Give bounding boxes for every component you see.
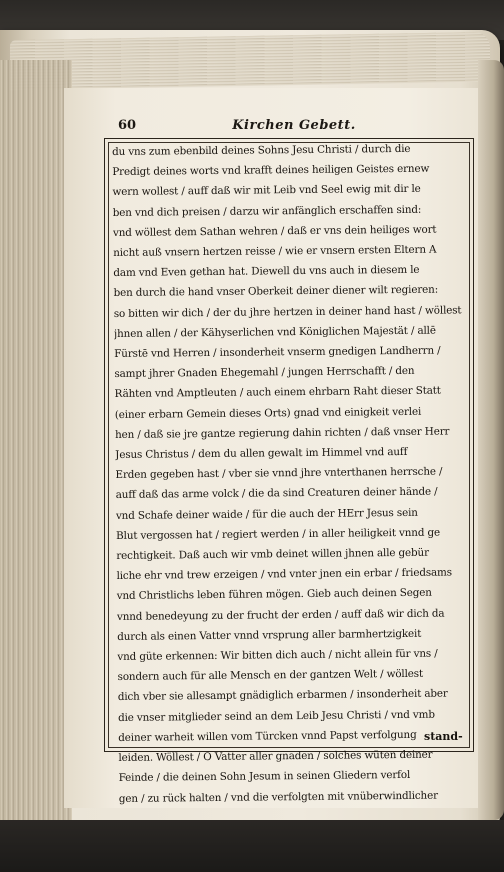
page-header bbox=[118, 118, 470, 138]
text-line: du vns zum ebenbild deines Sohns Jesu Christi / durch die bbox=[112, 142, 411, 158]
body-text bbox=[112, 138, 481, 808]
text-line: vnnd benedeyung zu der frucht der erden / auff daß wir dich da bbox=[116, 607, 445, 623]
book-page-edges bbox=[0, 60, 72, 820]
text-line: dich vber sie allesampt gnädiglich erbarmen / insonderheit aber bbox=[117, 687, 448, 704]
text-line: Erden gegeben hast / vber sie vnnd jhre vnterthanen herrsche / bbox=[115, 465, 443, 482]
background-bottom bbox=[0, 820, 504, 872]
text-line: sondern auch für alle Mensch en der gantzen Welt / wöllest bbox=[117, 668, 424, 684]
text-line: wern wollest / auff daß wir mit Leib vnd Seel ewig mit dir le bbox=[112, 183, 421, 199]
text-line: hen / daß sie jre gantze regierung dahin richten / daß vnser Herr bbox=[115, 425, 450, 441]
text-line: Blut vergossen hat / regiert werden / in aller heiligkeit vnnd ge bbox=[116, 526, 441, 542]
page-number: 60 bbox=[118, 118, 137, 133]
text-line: gen / zu rück halten / vnd die verfolgten mit vnüberwindlicher bbox=[118, 789, 438, 805]
text-line: deiner warheit willen vom Türcken vnnd Papst verfolgung bbox=[118, 728, 417, 744]
text-line: auff daß das arme volck / die da sind Creaturen deiner hände / bbox=[115, 486, 438, 502]
text-line: vnd güte erkennen: Wir bitten dich auch / nicht allein für vns / bbox=[117, 647, 438, 664]
text-line: ben durch die hand vnser Oberkeit deiner diener wilt regieren: bbox=[113, 284, 439, 300]
text-line: dam vnd Even gethan hat. Diewell du vns auch in diesem le bbox=[113, 264, 420, 280]
text-line: vnd wöllest dem Sathan wehren / daß er vns dein heiliges wort bbox=[112, 223, 437, 239]
text-line: nicht auß vnsern hertzen reisse / wie er vnsern ersten Eltern A bbox=[113, 243, 437, 260]
text-line: Feinde / die deinen Sohn Jesum in seinen Gliedern verfol bbox=[118, 769, 411, 785]
text-line: durch als einen Vatter vnnd vrsprung aller barmhertzigkeit bbox=[117, 627, 422, 643]
text-line: sampt jhrer Gnaden Ehegemahl / jungen Herrschafft / den bbox=[114, 365, 415, 381]
text-line: so bitten wir dich / der du jhre hertzen in deiner hand hast / wöllest bbox=[113, 303, 462, 320]
book-top-edge bbox=[10, 32, 490, 90]
text-line: vnd Christlichs leben führen mögen. Gieb auch deinen Segen bbox=[116, 587, 432, 603]
text-line: Jesus Christus / dem du allen gewalt im Himmel vnd auff bbox=[115, 445, 408, 462]
book-right-edge bbox=[478, 60, 504, 820]
catchword: stand- bbox=[424, 730, 463, 743]
text-line: jhnen allen / der Kähyserlichen vnd Königlichen Majestät / allē bbox=[113, 324, 436, 340]
text-line: rechtigkeit. Daß auch wir vmb deinet willen jhnen alle gebür bbox=[116, 546, 429, 563]
text-line: Rähten vnd Amptleuten / auch einem ehrbarn Raht dieser Statt bbox=[114, 385, 441, 401]
text-line: (einer erbarn Gemein dieses Orts) gnad vnd einigkeit verlei bbox=[114, 405, 422, 421]
text-line: leiden. Wöllest / O Vatter aller gnaden / solches wüten deiner bbox=[118, 748, 433, 765]
text-line: Fürstē vnd Herren / insonderheit vnserm gnedigen Landherrn / bbox=[114, 344, 441, 361]
text-line: die vnser mitglieder seind an dem Leib Jesu Christi / vnd vmb bbox=[117, 708, 435, 724]
running-title: Kirchen Gebett. bbox=[232, 118, 356, 133]
text-line: liche ehr vnd trew erzeigen / vnd vnter jnen ein erbar / friedsams bbox=[116, 566, 452, 583]
text-line: vnd Schafe deiner waide / für die auch der HErr Jesus sein bbox=[115, 506, 418, 522]
text-line: ben vnd dich preisen / darzu wir anfänglich erschaffen sind: bbox=[112, 203, 422, 219]
text-line: Predigt deines worts vnd krafft deines heiligen Geistes ernew bbox=[112, 162, 430, 179]
